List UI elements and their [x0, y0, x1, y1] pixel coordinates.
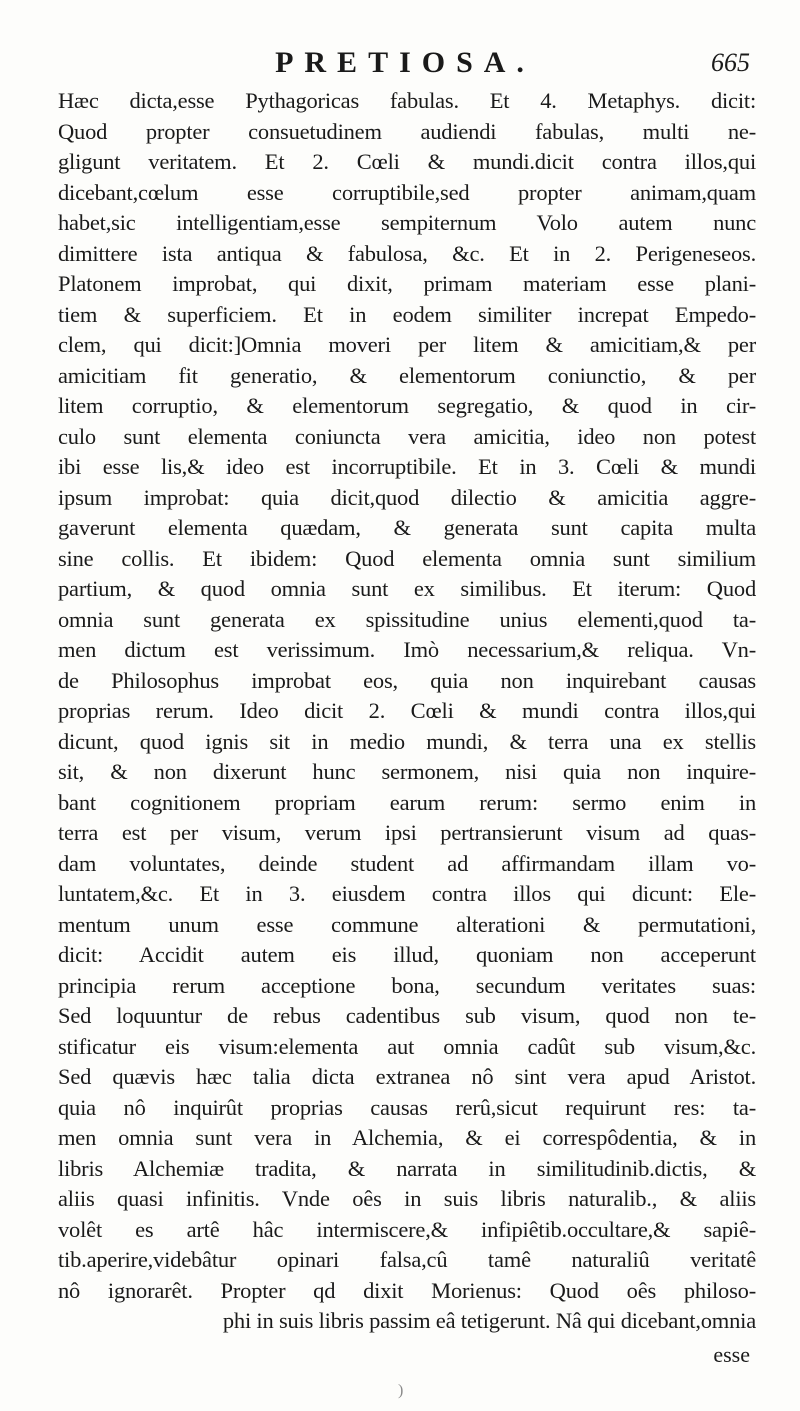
text-line: men dictum est verissimum. Imò necessarium,& reliqua. Vn-: [58, 637, 756, 662]
text-line: de Philosophus improbat eos, quia non inquirebant causas: [58, 667, 756, 693]
text-line: Hæc dicta,esse Pythagoricas fabulas. Et 4. Metaphys. dicit:: [58, 88, 756, 113]
text-line: tib.aperire,videbâtur opinari falsa,cû tamê naturaliû veritatê: [58, 1247, 756, 1272]
text-line: dicit: Accidit autem eis illud, quoniam non acceperunt: [58, 942, 756, 967]
text-line: proprias rerum. Ideo dicit 2. Cœli & mundi contra illos,qui: [58, 698, 756, 723]
text-line: Sed loquuntur de rebus cadentibus sub visum, quod non te-: [58, 1003, 756, 1028]
text-line: clem, qui dicit:]Omnia moveri per litem & amicitiam,& per: [58, 332, 756, 357]
text-line: dimittere ista antiqua & fabulosa, &c. Et in 2. Perigeneseos.: [58, 240, 756, 266]
text-line: luntatem,&c. Et in 3. eiusdem contra illos qui dicunt: Ele-: [58, 881, 756, 906]
text-line: gligunt veritatem. Et 2. Cœli & mundi.dicit contra illos,qui: [58, 149, 756, 174]
text-line: libris Alchemiæ tradita, & narrata in similitudinib.dictis, &: [58, 1155, 756, 1181]
text-line: terra est per visum, verum ipsi pertransierunt visum ad quas-: [58, 820, 756, 845]
text-line: principia rerum acceptione bona, secundum veritates suas:: [58, 972, 756, 998]
text-line: sine collis. Et ibidem: Quod elementa omnia sunt similium: [58, 545, 756, 571]
text-line: omnia sunt generata ex spissitudine unius elementi,quod ta-: [58, 606, 756, 632]
text-body: [58, 86, 756, 1337]
running-title: PRETIOSA.: [275, 46, 535, 79]
text-line: Sed quævis hæc talia dicta extranea nô sint vera apud Aristot.: [58, 1064, 756, 1089]
text-line: habet,sic intelligentiam,esse sempiternum Volo autem nunc: [58, 210, 756, 235]
text-line: ipsum improbat: quia dicit,quod dilectio & amicitia aggre-: [58, 484, 756, 510]
text-line: partium, & quod omnia sunt ex similibus. Et iterum: Quod: [58, 576, 756, 601]
text-line: gaverunt elementa quædam, & generata sunt capita multa: [58, 515, 756, 540]
text-line: mentum unum esse commune alterationi & permutationi,: [58, 911, 756, 937]
text-line: nô ignorarêt. Propter qd dixit Morienus: Quod oês philoso-: [58, 1277, 756, 1303]
stray-ink-mark: ): [398, 1382, 404, 1399]
text-line: stificatur eis visum:elementa aut omnia cadût sub visum,&c.: [58, 1033, 756, 1059]
page-header: [60, 46, 750, 80]
text-line: dicebant,cœlum esse corruptibile,sed propter animam,quam: [58, 179, 756, 205]
text-line: quia nô inquirût proprias causas rerû,sicut requirunt res: ta-: [58, 1094, 756, 1120]
text-line: litem corruptio, & elementorum segregatio, & quod in cir-: [58, 393, 756, 418]
text-line: ibi esse lis,& ideo est incorruptibile. Et in 3. Cœli & mundi: [58, 454, 756, 479]
catchword: esse: [713, 1342, 750, 1367]
page-number: 665: [711, 48, 750, 77]
text-line: dam voluntates, deinde student ad affirmandam illam vo-: [58, 850, 756, 876]
text-line: men omnia sunt vera in Alchemia, & ei correspôdentia, & in: [58, 1125, 756, 1150]
text-line: dicunt, quod ignis sit in medio mundi, & terra una ex stellis: [58, 728, 756, 754]
text-line: volêt es artê hâc intermiscere,& infipiêtib.occultare,& sapiê-: [58, 1216, 756, 1242]
text-line: aliis quasi infinitis. Vnde oês in suis libris naturalib., & aliis: [58, 1186, 756, 1211]
text-line: Quod propter consuetudinem audiendi fabulas, multi ne-: [58, 118, 756, 144]
text-line: Platonem improbat, qui dixit, primam materiam esse plani-: [58, 271, 756, 296]
text-line: tiem & superficiem. Et in eodem similiter increpat Empedo-: [58, 301, 756, 327]
text-line: phi in suis libris passim eâ tetigerunt. Nâ qui dicebant,omnia: [222, 1308, 756, 1333]
text-line: amicitiam fit generatio, & elementorum coniunctio, & per: [58, 362, 756, 388]
text-line: sit, & non dixerunt hunc sermonem, nisi quia non inquire-: [58, 759, 756, 784]
text-line: bant cognitionem propriam earum rerum: sermo enim in: [58, 789, 756, 815]
text-line: culo sunt elementa coniuncta vera amicitia, ideo non potest: [58, 423, 756, 449]
